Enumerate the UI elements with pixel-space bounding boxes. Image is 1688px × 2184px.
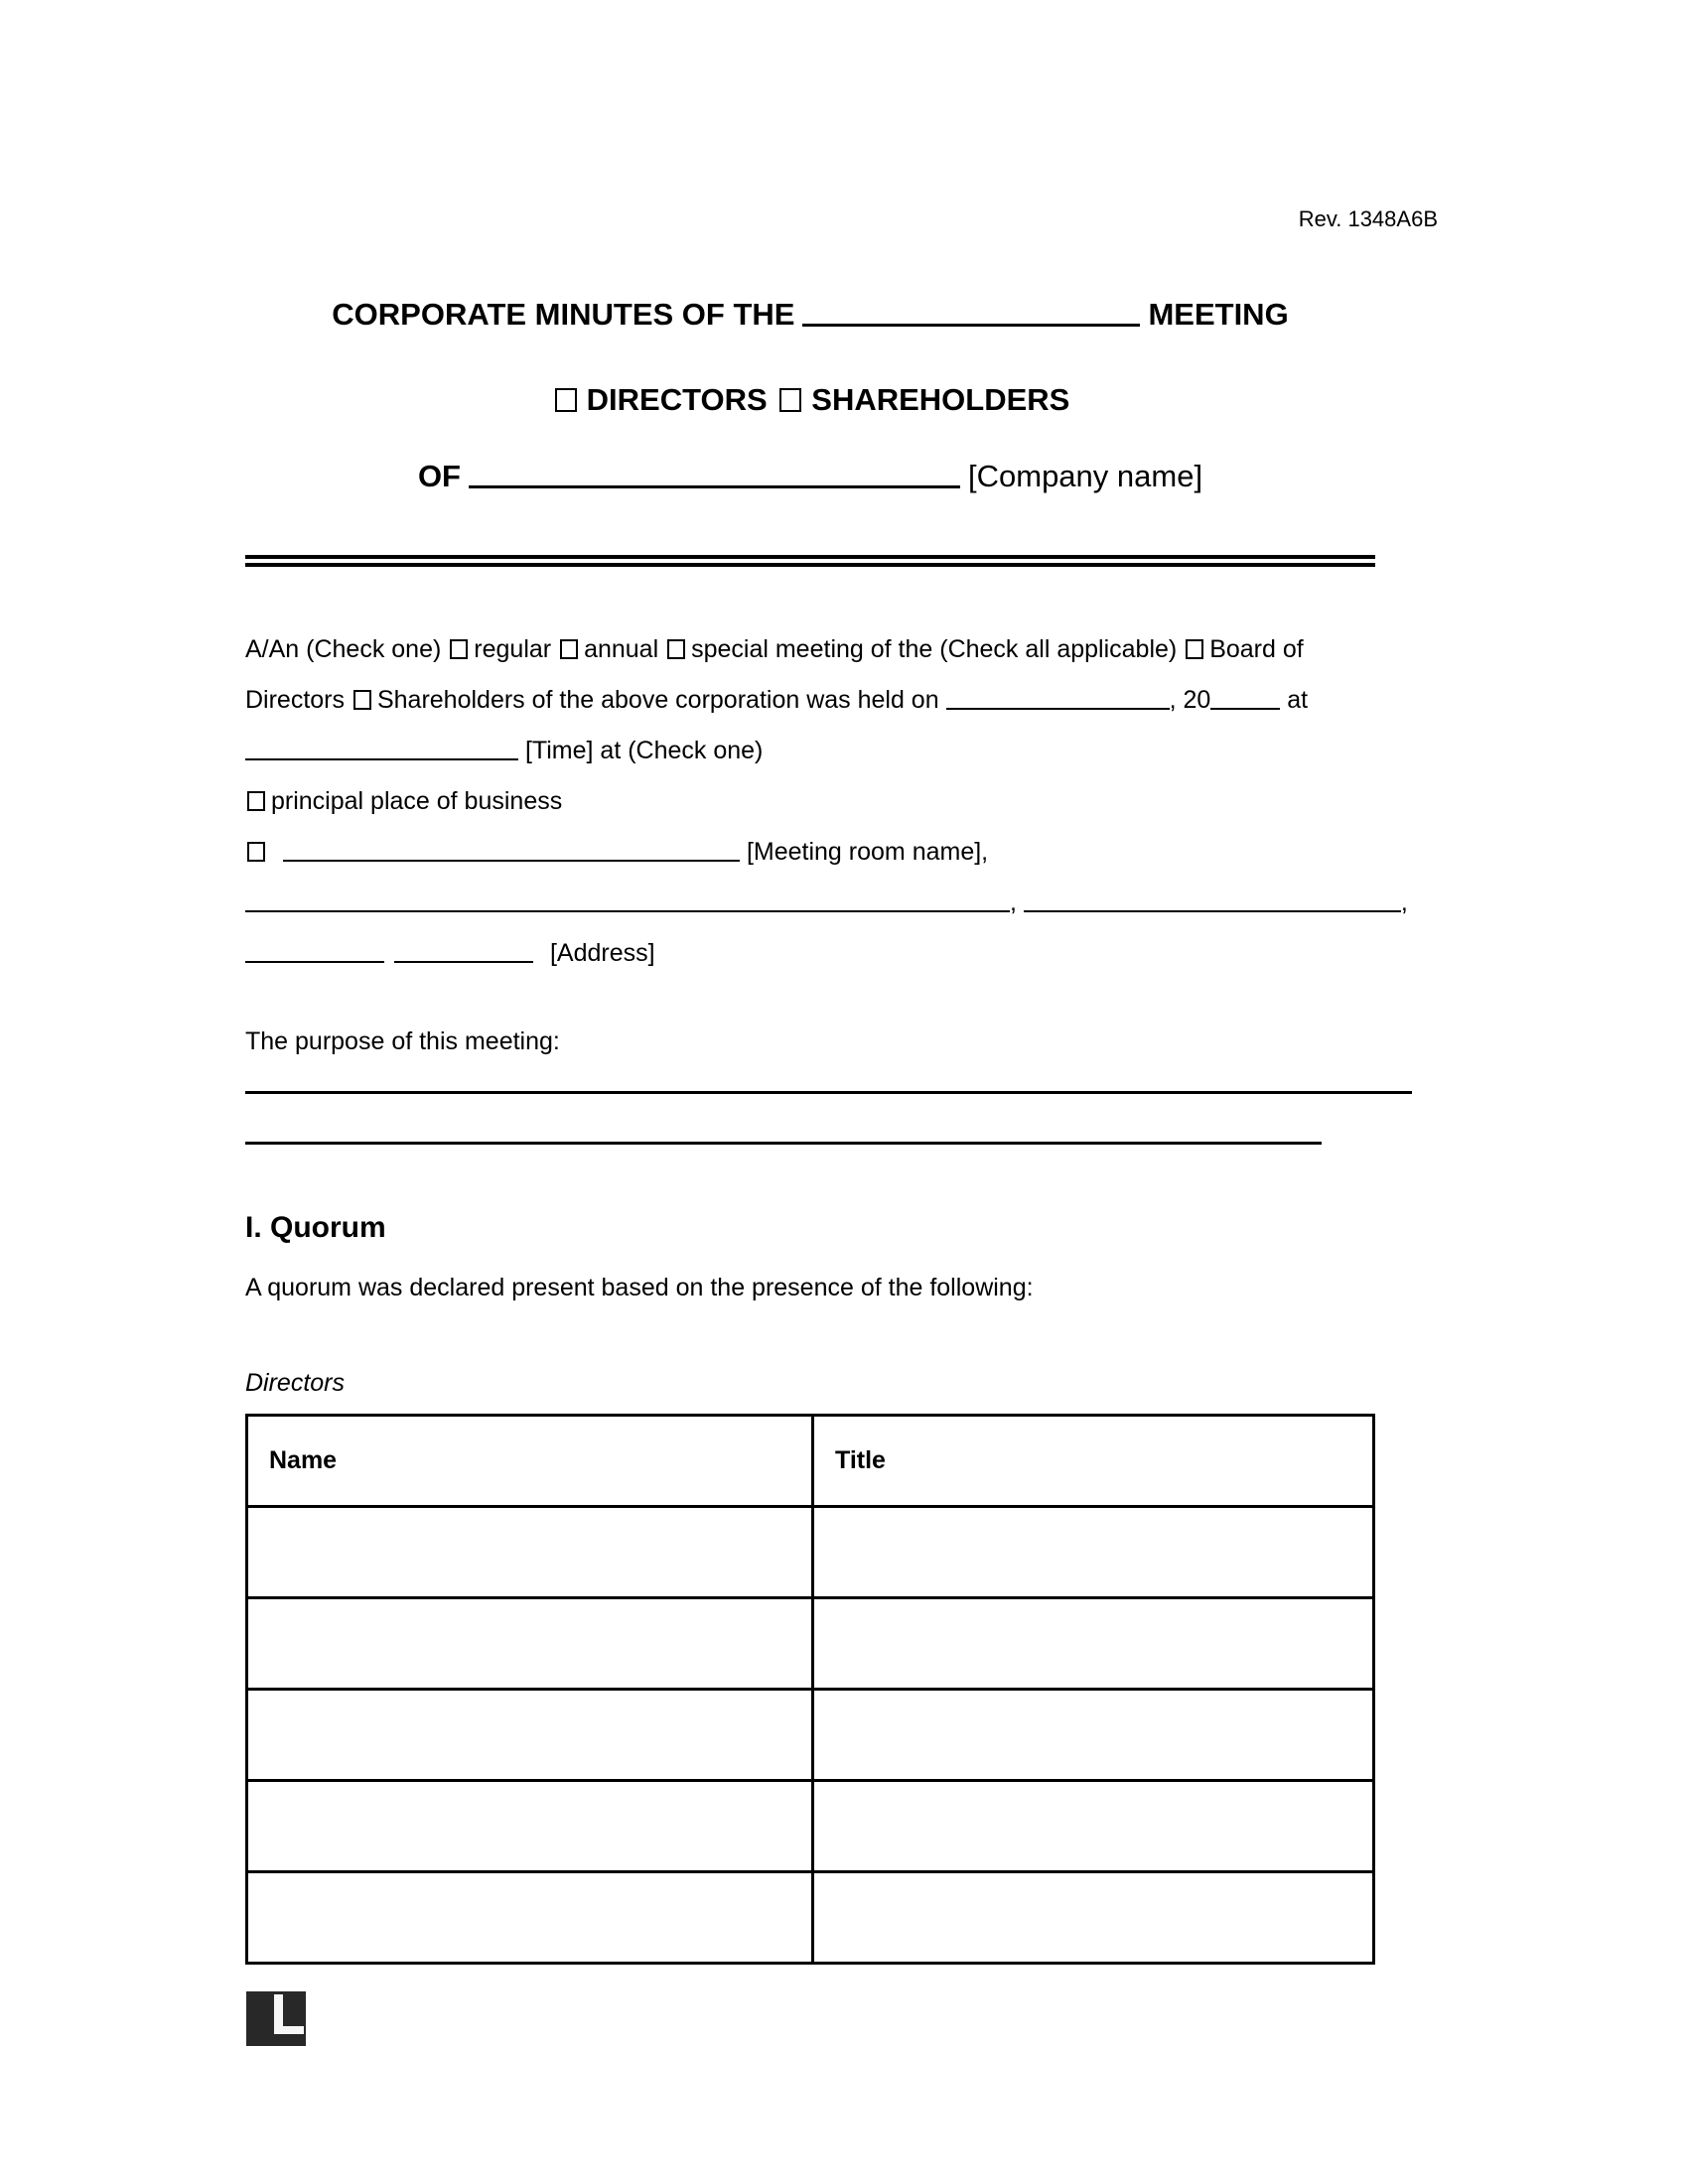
intro-line-1	[245, 624, 1375, 675]
quorum-body-text: A quorum was declared present based on the presence of the following:	[245, 1274, 1034, 1301]
letter-l-logo-icon	[246, 1991, 306, 2046]
company-line	[245, 455, 1375, 498]
shareholders-label: SHAREHOLDERS	[811, 382, 1070, 417]
cell-title[interactable]	[813, 1690, 1374, 1781]
table-row	[247, 1507, 1374, 1598]
company-placeholder: [Company name]	[968, 459, 1203, 493]
blank-address-state[interactable]	[245, 961, 384, 963]
title-post: MEETING	[1148, 297, 1289, 332]
revision-label: Rev. 1348A6B	[1298, 206, 1438, 231]
blank-meeting-room[interactable]	[283, 860, 740, 862]
checkbox-special[interactable]	[667, 639, 685, 659]
directors-word: Directors	[245, 686, 346, 714]
principal-place-label: principal place of business	[271, 787, 563, 815]
blank-company-name[interactable]	[469, 485, 960, 488]
cell-title[interactable]	[813, 1872, 1374, 1964]
checkbox-board-of-directors[interactable]	[1186, 639, 1203, 659]
cell-name[interactable]	[247, 1507, 813, 1598]
blank-year[interactable]	[1210, 708, 1280, 710]
cell-title[interactable]	[813, 1507, 1374, 1598]
checkbox-shareholders-applicable[interactable]	[353, 690, 371, 710]
table-header-row	[247, 1416, 1374, 1507]
special-label: special meeting of the (Check all applicable)	[691, 635, 1178, 663]
cell-title[interactable]	[813, 1598, 1374, 1690]
blank-date[interactable]	[946, 708, 1170, 710]
comma-1: ,	[1010, 888, 1017, 916]
document-title	[245, 293, 1375, 337]
intro-line-7	[245, 928, 1375, 979]
cell-name[interactable]	[247, 1690, 813, 1781]
blank-meeting-name[interactable]	[802, 324, 1140, 327]
checkbox-principal-place[interactable]	[247, 791, 265, 811]
held-on-label: Shareholders of the above corporation was held on	[376, 686, 939, 714]
blank-address-zip[interactable]	[394, 961, 533, 963]
blank-purpose-line-2[interactable]	[245, 1142, 1322, 1145]
cell-name[interactable]	[247, 1872, 813, 1964]
checkbox-regular[interactable]	[450, 639, 468, 659]
intro-line-6	[245, 878, 1408, 928]
cell-name[interactable]	[247, 1781, 813, 1872]
cell-title[interactable]	[813, 1781, 1374, 1872]
checkbox-directors[interactable]	[555, 388, 577, 412]
meeting-type-line	[245, 378, 1375, 422]
checkbox-annual[interactable]	[560, 639, 578, 659]
board-of-label: Board of	[1209, 635, 1304, 663]
blank-address-city[interactable]	[1024, 910, 1401, 912]
blank-time[interactable]	[245, 758, 518, 760]
directors-label: DIRECTORS	[586, 382, 768, 417]
check-one-label: A/An (Check one)	[245, 635, 442, 663]
directors-table	[245, 1414, 1375, 1965]
cell-name[interactable]	[247, 1598, 813, 1690]
directors-table-body	[247, 1507, 1374, 1964]
table-row	[247, 1872, 1374, 1964]
checkbox-meeting-room[interactable]	[247, 842, 265, 862]
table-row	[247, 1598, 1374, 1690]
table-row	[247, 1781, 1374, 1872]
blank-address-street[interactable]	[245, 910, 1010, 912]
table-row	[247, 1690, 1374, 1781]
intro-paragraph	[245, 624, 1408, 979]
divider-rule	[245, 555, 1375, 567]
document-content	[0, 293, 1688, 1965]
regular-label: regular	[474, 635, 552, 663]
checkbox-shareholders[interactable]	[779, 388, 801, 412]
intro-line-2	[245, 675, 1375, 726]
purpose-label: The purpose of this meeting:	[245, 1027, 560, 1055]
quorum-heading: I. Quorum	[245, 1211, 386, 1244]
column-header-name: Name	[247, 1416, 813, 1507]
at-word: at	[1287, 686, 1309, 714]
year-prefix: , 20	[1169, 686, 1211, 714]
annual-label: annual	[584, 635, 659, 663]
time-label: [Time] at (Check one)	[524, 737, 764, 764]
meeting-room-label: [Meeting room name],	[746, 838, 989, 866]
blank-purpose-line-1[interactable]	[245, 1091, 1412, 1094]
address-label: [Address]	[549, 939, 655, 967]
intro-line-3	[245, 726, 1375, 776]
of-label: OF	[417, 459, 461, 493]
intro-line-4	[245, 776, 1375, 827]
column-header-title: Title	[813, 1416, 1374, 1507]
title-pre: CORPORATE MINUTES OF THE	[332, 297, 795, 332]
comma-2: ,	[1400, 888, 1408, 916]
intro-line-5	[245, 827, 1375, 878]
directors-table-caption: Directors	[245, 1369, 346, 1397]
